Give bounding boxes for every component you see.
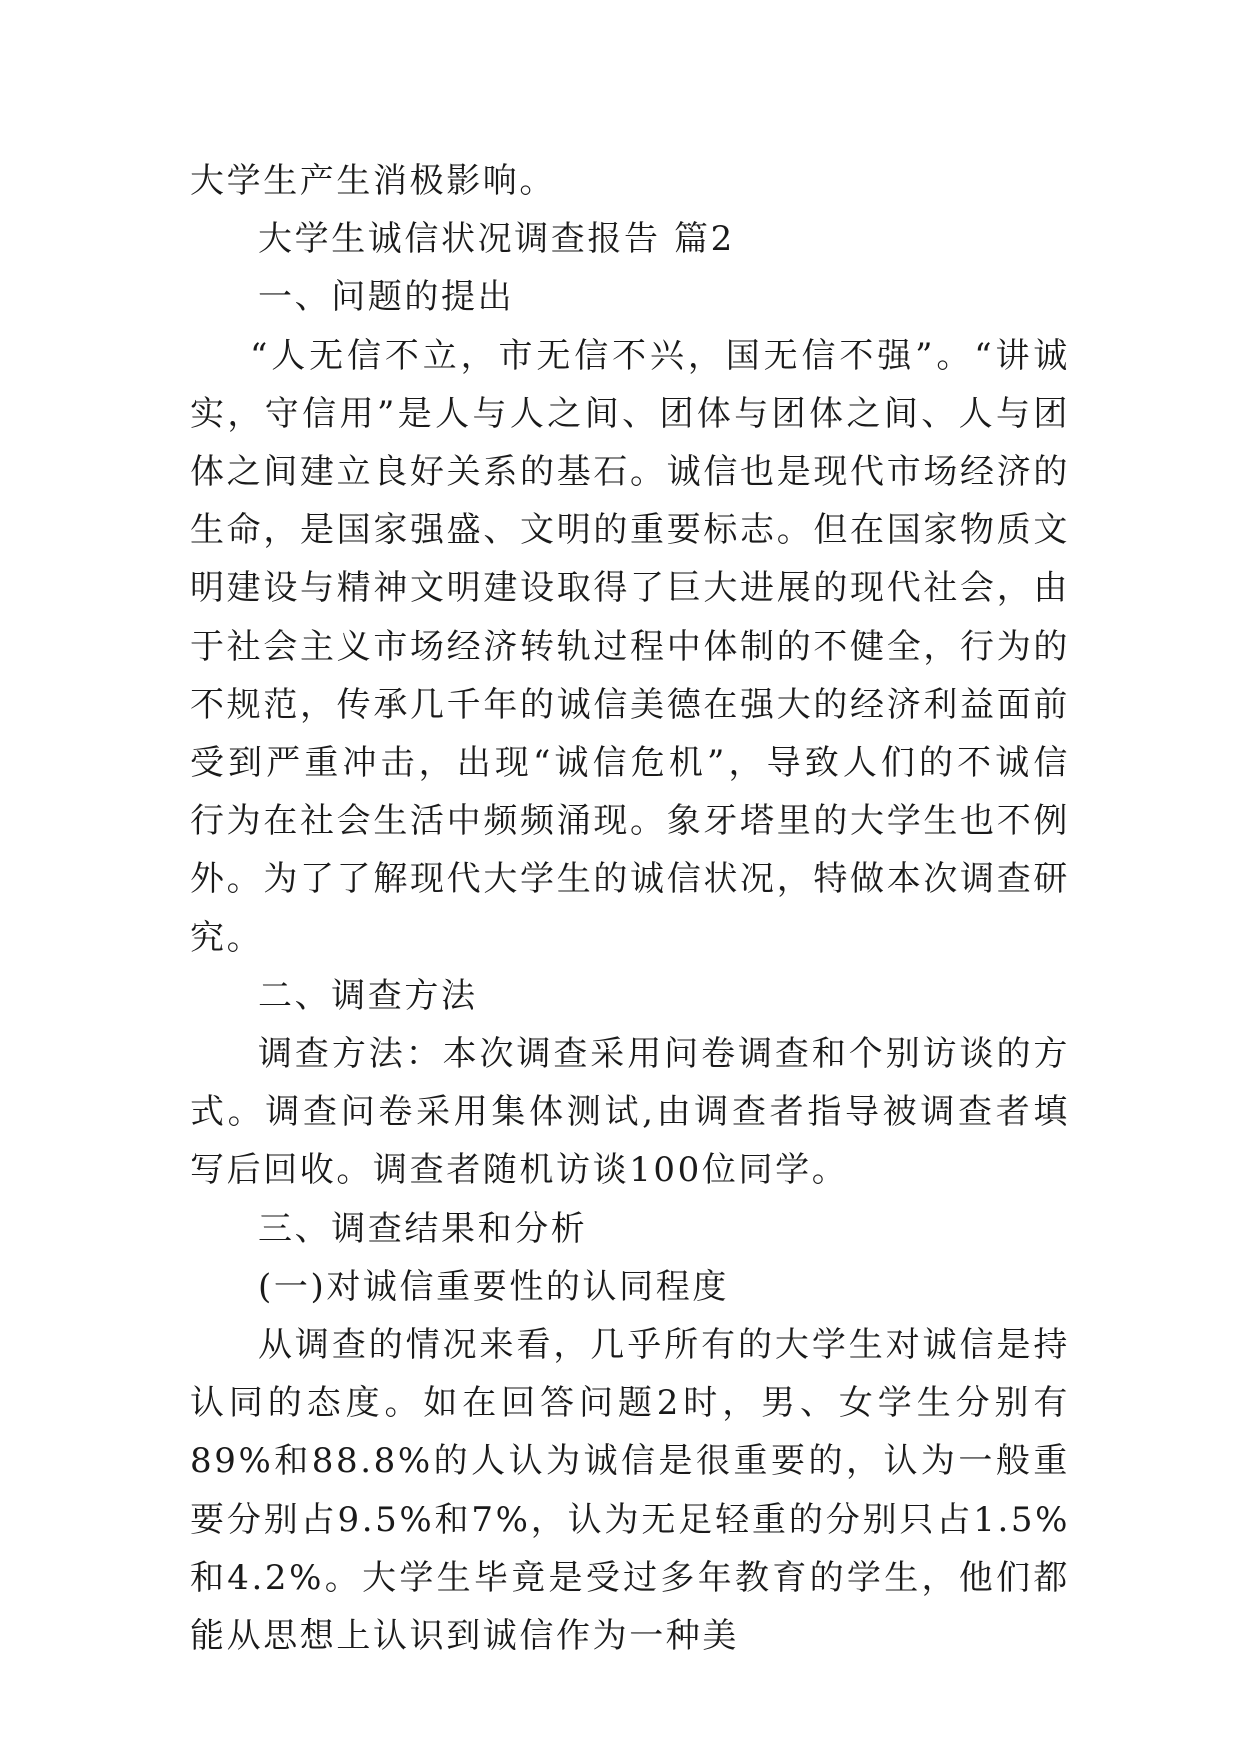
paragraph-continuation: 大学生产生消极影响。 <box>190 161 556 201</box>
section-heading-method: 二、调查方法 <box>258 975 478 1016</box>
paragraph-problem-statement: “人无信不立，市无信不兴，国无信不强”。“讲诚实，守信用”是人与人之间、团体与团体之间、人与团体之间建立良好关系的基石。诚信也是现代市场经济的生命，是国家强盛、文明的重要标志。但在国家物质文明建设与精神文明建设取得了巨大进展的现代社会，由于社会主义市场经济转轨过程中体制的不健全，行为的不规范，传承几千年的诚信美德在强大的经济利益面前受到严重冲击，出现“诚信危机”，导致人们的不诚信行为在社会生活中频频涌现。象牙塔里的大学生也不例外。为了了解现代大学生的诚信状况，特做本次调查研究。 <box>190 335 1070 958</box>
section-heading-results: 三、调查结果和分析 <box>258 1208 588 1249</box>
report-title: 大学生诚信状况调查报告 篇2 <box>258 219 735 260</box>
paragraph-method: 调查方法：本次调查采用问卷调查和个别访谈的方式。调查问卷采用集体测试,由调查者指导被调查者填写后回收。调查者随机访谈100位同学。 <box>190 1034 1070 1191</box>
document-body <box>190 152 1070 1665</box>
subsection-heading-recognition: (一)对诚信重要性的认同程度 <box>258 1266 729 1307</box>
section-heading-problem: 一、问题的提出 <box>258 277 515 318</box>
paragraph-results: 从调查的情况来看，几乎所有的大学生对诚信是持认同的态度。如在回答问题2时，男、女学生分别有89%和88.8%的人认为诚信是很重要的，认为一般重要分别占9.5%和7%，认为无足轻重的分别只占1.5%和4.2%。大学生毕竟是受过多年教育的学生，他们都能从思想上认识到诚信作为一种美 <box>190 1325 1070 1657</box>
